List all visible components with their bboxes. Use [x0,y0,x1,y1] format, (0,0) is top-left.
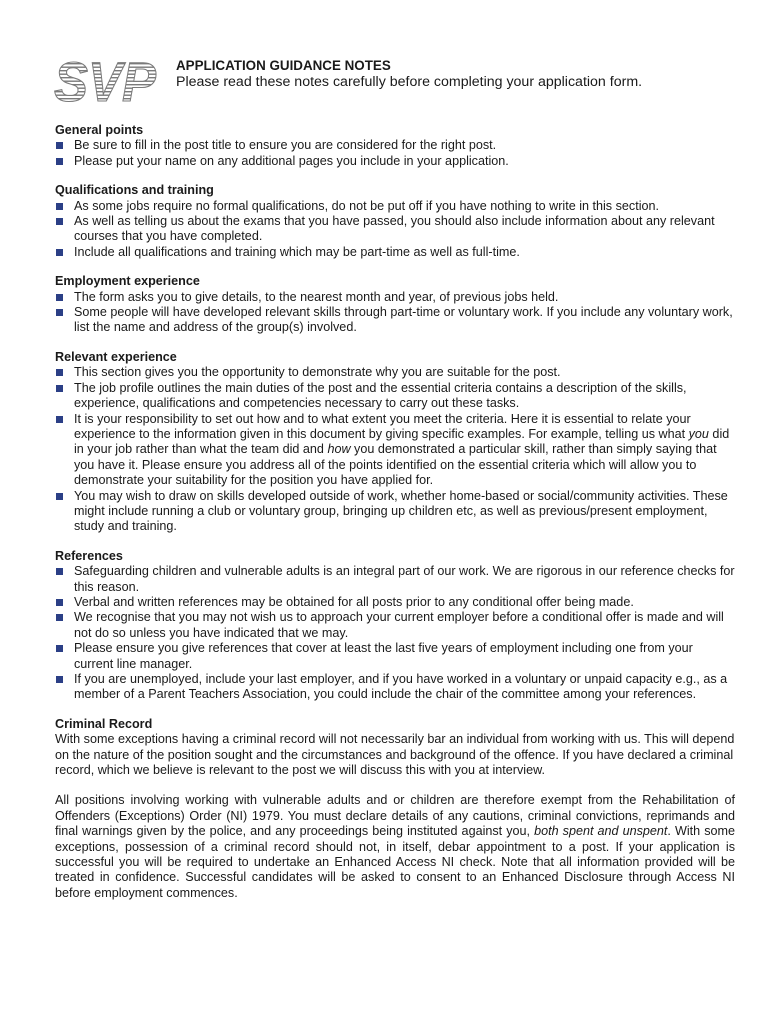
bullet-list [55,290,735,336]
list-item [55,595,735,610]
page-title: APPLICATION GUIDANCE NOTES [176,58,391,73]
list-item-text: If you are unemployed, include your last employer, and if you have worked in a voluntary or unpaid capacity e.g., as a member of a Parent Teachers Association, you could include the chair of the committee among your references. [74,672,728,702]
list-item [55,381,735,412]
list-item [55,245,735,260]
list-item-text: As well as telling us about the exams that you have passed, you should also include information about any relevant courses that you have completed. [74,214,715,244]
square-bullet-icon [56,158,63,165]
section-relevant-experience [55,350,735,535]
section-heading: References [55,548,123,563]
paragraph-text: . With some exceptions, possession of a criminal record should not, in itself, debar appointment to a post. If your application is successful you will be required to undertake an Enhanced Access NI check. Note that all information provided will be treated in confidence. Successful candidates will be asked to consent to an Enhanced Disclosure through Access NI before employment commences. [55,824,735,900]
section-heading: Employment experience [55,274,200,289]
logo-text: SVP [54,56,157,106]
list-item [55,154,735,169]
square-bullet-icon [56,249,63,256]
list-item-text: Safeguarding children and vulnerable adults is an integral part of our work. We are rigorous in our reference checks for this reason. [74,564,735,594]
section-heading: Qualifications and training [55,183,214,198]
square-bullet-icon [56,416,63,423]
list-item-text: This section gives you the opportunity to demonstrate why you are suitable for the post. [74,365,561,380]
list-item-text: Include all qualifications and training which may be part-time as well as full-time. [74,244,520,259]
paragraph-text: All positions involving working with vulnerable adults and or children are therefore exempt from the Rehabilitation of Offenders (Exceptions) Order (NI) 1979. You must declare details of any cautions, criminal convictions, reprimands and final warnings given by the police, and any proceedings being instituted against you, [55,793,735,839]
list-item-text: You may wish to draw on skills developed outside of work, whether home-based or social/community activities. These might include running a club or voluntary group, bringing up children etc, as well as previous/present employment, study and training. [74,488,728,534]
square-bullet-icon [56,385,63,392]
list-item [55,489,735,535]
emphasis-text: both spent and unspent [534,824,668,839]
square-bullet-icon [56,614,63,621]
paragraph: With some exceptions having a criminal record will not necessarily bar an individual from working with us. This will depend on the nature of the position sought and the circumstances and background of the offence. If you have declared a criminal record, which we believe is relevant to the post we will discuss this with you at interview. [55,732,735,778]
document-body [55,123,735,915]
square-bullet-icon [56,218,63,225]
list-item-text: It is your responsibility to set out how and to what extent you meet the criteria. Here it is essential to relate your experience to the information given in this document by giving specific examples. For example, telling us what [74,411,691,441]
section-references [55,549,735,703]
list-item-text: Please put your name on any additional pages you include in your application. [74,153,509,168]
square-bullet-icon [56,493,63,500]
list-item [55,214,735,245]
svp-logo [54,56,158,106]
paragraph-gap [55,778,735,793]
list-item [55,610,735,641]
paragraph [55,793,735,901]
section-criminal-record [55,717,735,901]
list-item-text: did in your job rather than what the team did and [74,426,730,457]
square-bullet-icon [56,599,63,606]
list-item [55,365,735,380]
bullet-list [55,138,735,169]
list-item-text: The form asks you to give details, to the nearest month and year, of previous jobs held. [74,289,559,304]
list-item-text: The job profile outlines the main duties of the post and the essential criteria contains a description of the skills, experience, qualifications and competencies necessary to carry out these tasks. [74,380,687,411]
list-item [55,199,735,214]
square-bullet-icon [56,676,63,683]
section-heading: General points [55,123,144,137]
list-item [55,290,735,305]
list-item [55,412,735,489]
square-bullet-icon [56,203,63,210]
list-item [55,672,735,703]
list-item-text: Some people will have developed relevant skills through part-time or voluntary work. If you include any voluntary work, list the name and address of the group(s) involved. [74,305,733,335]
list-item-text: As some jobs require no formal qualifications, do not be put off if you have nothing to write in this section. [74,198,660,213]
section-qualifications [55,183,735,260]
square-bullet-icon [56,309,63,316]
section-heading: Criminal Record [55,716,153,731]
emphasis-text: how [327,442,351,457]
section-employment-experience [55,274,735,336]
square-bullet-icon [56,568,63,575]
list-item-text: Please ensure you give references that cover at least the last five years of employment including one from your current line manager. [74,641,693,671]
list-item [55,138,735,153]
list-item-text: you demonstrated a particular skill, rather than simply saying that you have it. Please ensure you address all of the points identified on the essential criteria which will allow you to demonstrate your suitability for the position you have applied for. [74,442,717,488]
list-item [55,305,735,336]
list-item-text: Verbal and written references may be obtained for all posts prior to any conditional offer being made. [74,594,634,609]
list-item-text: We recognise that you may not wish us to approach your current employer before a conditional offer is made and will not do so unless you have indicated that we may. [74,610,724,640]
square-bullet-icon [56,369,63,376]
bullet-list [55,564,735,703]
square-bullet-icon [56,294,63,301]
list-item [55,564,735,595]
emphasis-text: you [688,426,709,441]
page-subtitle: Please read these notes carefully before completing your application form. [176,74,643,90]
section-heading: Relevant experience [55,349,177,364]
section-general-points [55,123,735,169]
list-item [55,641,735,672]
bullet-list [55,199,735,261]
square-bullet-icon [56,645,63,652]
list-item-text: Be sure to fill in the post title to ensure you are considered for the right post. [74,138,497,153]
bullet-list [55,365,735,534]
square-bullet-icon [56,142,63,149]
